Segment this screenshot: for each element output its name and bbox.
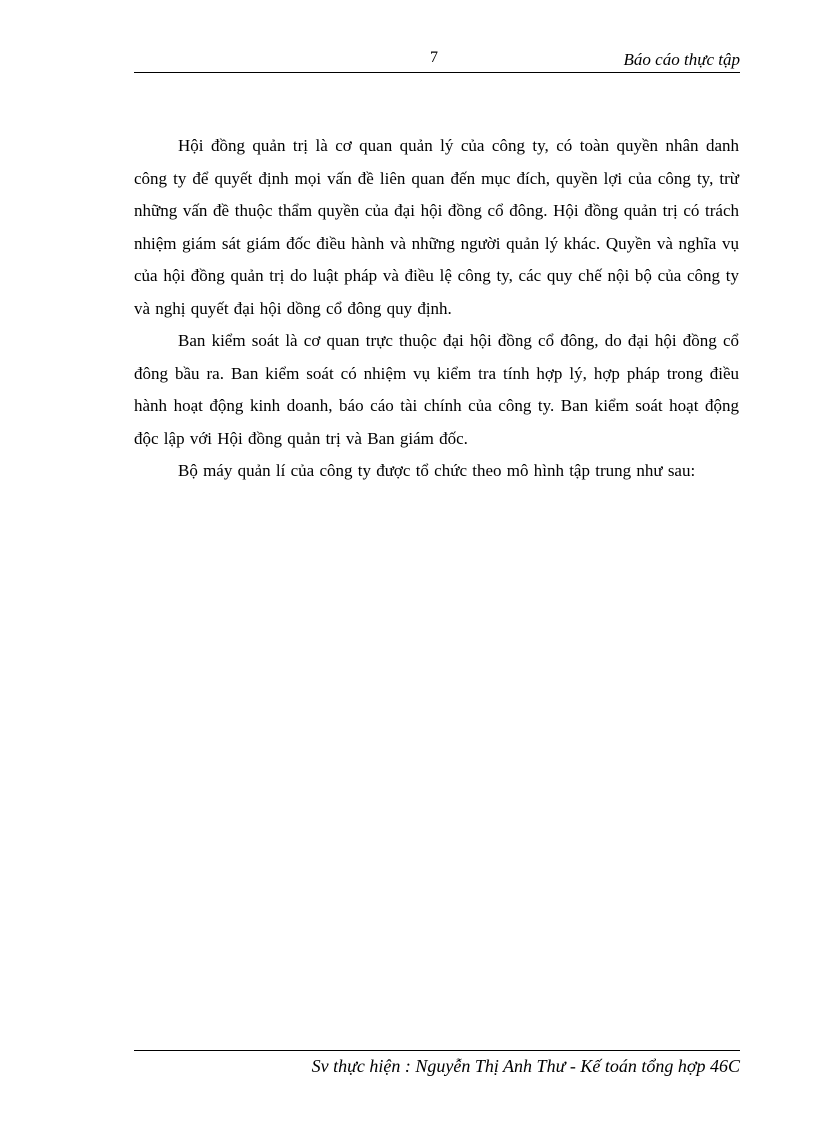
report-title: Báo cáo thực tập xyxy=(623,50,740,69)
header-divider xyxy=(134,72,740,73)
body-text xyxy=(134,130,739,488)
page-footer: Sv thực hiện : Nguyễn Thị Anh Thư - Kế toán tổng hợp 46C xyxy=(311,1056,740,1076)
paragraph-supervisory-board: Ban kiểm soát là cơ quan trực thuộc đại hội đồng cổ đông, do đại hội đồng cổ đông bầu ra. Ban kiểm soát có nhiệm vụ kiểm tra tính hợp lý, hợp pháp trong điều hành hoạt động kinh doanh, báo cáo tài chính của công ty. Ban kiểm soát hoạt động độc lập với Hội đồng quản trị và Ban giám đốc. xyxy=(134,331,739,448)
page-number: 7 xyxy=(430,49,438,66)
footer-divider xyxy=(134,1050,740,1051)
paragraph-management-structure: Bộ máy quản lí của công ty được tổ chức theo mô hình tập trung như sau: xyxy=(178,461,696,480)
paragraph-board-of-directors: Hội đồng quản trị là cơ quan quản lý của công ty, có toàn quyền nhân danh công ty để quyết định mọi vấn đề liên quan đến mục đích, quyền lợi của công ty, trừ những vấn đề thuộc thẩm quyền của đại hội đồng cổ đông. Hội đồng quản trị có trách nhiệm giám sát giám đốc điều hành và những người quản lý khác. Quyền và nghĩa vụ của hội đồng quản trị do luật pháp và điều lệ công ty, các quy chế nội bộ của công ty và nghị quyết đại hội dồng cổ đông quy định. xyxy=(134,136,739,318)
page-header xyxy=(134,46,740,72)
